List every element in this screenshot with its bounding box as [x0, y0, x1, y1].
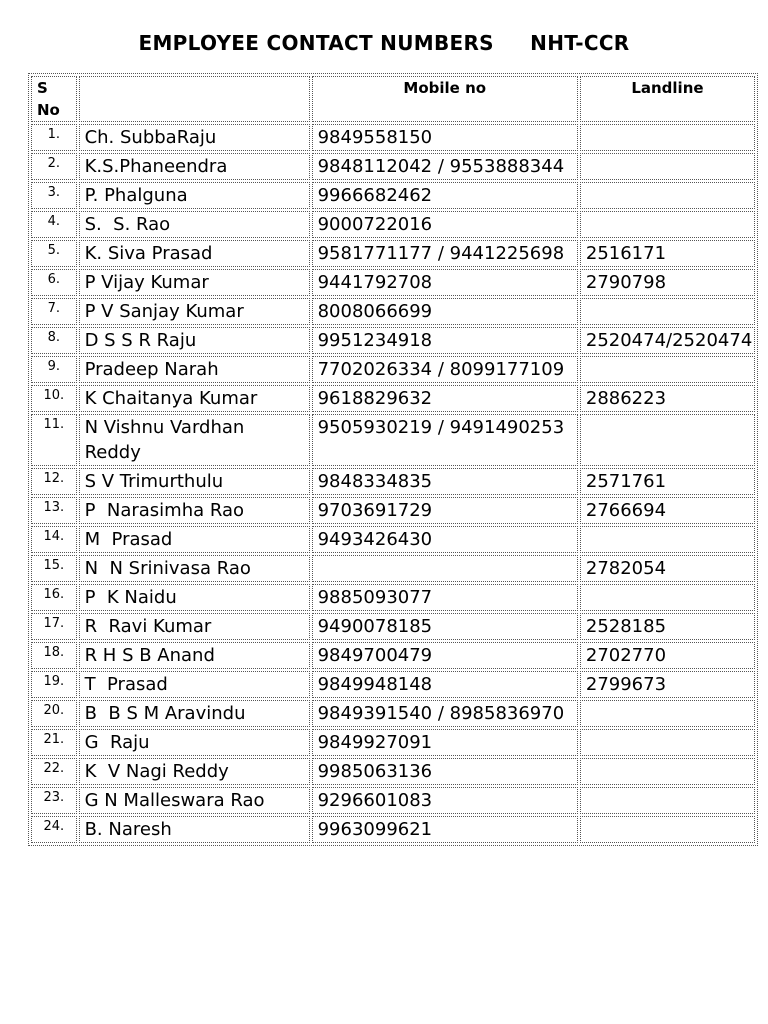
table-row: [31, 555, 755, 582]
table-row: [31, 211, 755, 238]
cell-name: K. Siva Prasad: [79, 240, 310, 267]
table-row: [31, 758, 755, 785]
cell-sno: 24.: [31, 816, 77, 843]
cell-landline: [580, 298, 755, 325]
cell-mobile: 9581771177 / 9441225698: [312, 240, 578, 267]
cell-sno: 2.: [31, 153, 77, 180]
cell-sno: 11.: [31, 414, 77, 466]
cell-landline: [580, 124, 755, 151]
table-row: [31, 613, 755, 640]
cell-mobile: 9985063136: [312, 758, 578, 785]
cell-mobile: 9490078185: [312, 613, 578, 640]
table-row: [31, 671, 755, 698]
cell-mobile: 9849700479: [312, 642, 578, 669]
cell-landline: 2516171: [580, 240, 755, 267]
cell-name: P Narasimha Rao: [79, 497, 310, 524]
cell-name: Ch. SubbaRaju: [79, 124, 310, 151]
cell-mobile: 9849391540 / 8985836970: [312, 700, 578, 727]
header-sno: S No: [31, 76, 77, 122]
cell-sno: 10.: [31, 385, 77, 412]
cell-name: K V Nagi Reddy: [79, 758, 310, 785]
cell-name: P K Naidu: [79, 584, 310, 611]
cell-name: M Prasad: [79, 526, 310, 553]
cell-landline: [580, 211, 755, 238]
table-row: [31, 497, 755, 524]
cell-name: G Raju: [79, 729, 310, 756]
cell-landline: [580, 526, 755, 553]
cell-mobile: 9618829632: [312, 385, 578, 412]
header-name: [79, 76, 310, 122]
table-row: [31, 124, 755, 151]
cell-mobile: 9885093077: [312, 584, 578, 611]
table-row: [31, 327, 755, 354]
cell-mobile: 9296601083: [312, 787, 578, 814]
table-row: [31, 729, 755, 756]
cell-sno: 15.: [31, 555, 77, 582]
cell-name: P Vijay Kumar: [79, 269, 310, 296]
cell-sno: 1.: [31, 124, 77, 151]
cell-name: R Ravi Kumar: [79, 613, 310, 640]
cell-mobile: 9951234918: [312, 327, 578, 354]
cell-landline: [580, 816, 755, 843]
cell-landline: [580, 414, 755, 466]
cell-mobile: [312, 555, 578, 582]
cell-sno: 5.: [31, 240, 77, 267]
table-row: [31, 414, 755, 466]
table-row: [31, 153, 755, 180]
cell-landline: [580, 758, 755, 785]
cell-sno: 3.: [31, 182, 77, 209]
cell-sno: 4.: [31, 211, 77, 238]
cell-mobile: 9848112042 / 9553888344: [312, 153, 578, 180]
cell-name: B. Naresh: [79, 816, 310, 843]
cell-landline: 2702770: [580, 642, 755, 669]
cell-landline: [580, 787, 755, 814]
table-row: [31, 182, 755, 209]
cell-landline: [580, 153, 755, 180]
cell-landline: [580, 356, 755, 383]
document-title: EMPLOYEE CONTACT NUMBERS NHT-CCR: [138, 31, 630, 55]
cell-landline: 2790798: [580, 269, 755, 296]
cell-sno: 23.: [31, 787, 77, 814]
cell-mobile: 9703691729: [312, 497, 578, 524]
table-row: [31, 269, 755, 296]
cell-landline: 2766694: [580, 497, 755, 524]
cell-mobile: 9493426430: [312, 526, 578, 553]
table-row: [31, 526, 755, 553]
cell-name: P. Phalguna: [79, 182, 310, 209]
cell-mobile: 9849948148: [312, 671, 578, 698]
header-mobile: Mobile no: [312, 76, 578, 122]
table-row: [31, 642, 755, 669]
cell-sno: 21.: [31, 729, 77, 756]
table-row: [31, 816, 755, 843]
cell-sno: 9.: [31, 356, 77, 383]
table-row: [31, 584, 755, 611]
table-row: [31, 700, 755, 727]
cell-sno: 8.: [31, 327, 77, 354]
table-row: [31, 356, 755, 383]
cell-sno: 7.: [31, 298, 77, 325]
cell-sno: 14.: [31, 526, 77, 553]
cell-mobile: 9966682462: [312, 182, 578, 209]
table-body: [31, 124, 755, 843]
cell-landline: [580, 584, 755, 611]
cell-mobile: 9000722016: [312, 211, 578, 238]
table-row: [31, 385, 755, 412]
cell-landline: 2782054: [580, 555, 755, 582]
cell-name: T Prasad: [79, 671, 310, 698]
cell-sno: 19.: [31, 671, 77, 698]
table-row: [31, 468, 755, 495]
cell-landline: 2520474/2520474: [580, 327, 755, 354]
cell-mobile: 7702026334 / 8099177109: [312, 356, 578, 383]
cell-landline: [580, 700, 755, 727]
cell-name: B B S M Aravindu: [79, 700, 310, 727]
cell-name: Pradeep Narah: [79, 356, 310, 383]
cell-landline: [580, 729, 755, 756]
cell-name: K.S.Phaneendra: [79, 153, 310, 180]
cell-sno: 12.: [31, 468, 77, 495]
cell-name: S. S. Rao: [79, 211, 310, 238]
cell-mobile: 9849927091: [312, 729, 578, 756]
table-header-row: [31, 76, 755, 122]
cell-sno: 22.: [31, 758, 77, 785]
cell-landline: [580, 182, 755, 209]
cell-sno: 17.: [31, 613, 77, 640]
cell-mobile: 9441792708: [312, 269, 578, 296]
header-landline: Landline: [580, 76, 755, 122]
cell-sno: 16.: [31, 584, 77, 611]
cell-name: S V Trimurthulu: [79, 468, 310, 495]
cell-mobile: 8008066699: [312, 298, 578, 325]
cell-name: N Vishnu Vardhan Reddy: [79, 414, 310, 466]
cell-name: D S S R Raju: [79, 327, 310, 354]
cell-sno: 13.: [31, 497, 77, 524]
table-row: [31, 240, 755, 267]
cell-name: R H S B Anand: [79, 642, 310, 669]
cell-name: P V Sanjay Kumar: [79, 298, 310, 325]
cell-name: N N Srinivasa Rao: [79, 555, 310, 582]
cell-mobile: 9848334835: [312, 468, 578, 495]
cell-landline: 2528185: [580, 613, 755, 640]
cell-landline: 2571761: [580, 468, 755, 495]
cell-sno: 20.: [31, 700, 77, 727]
table-row: [31, 787, 755, 814]
contact-table: [28, 73, 758, 846]
cell-landline: 2886223: [580, 385, 755, 412]
cell-landline: 2799673: [580, 671, 755, 698]
cell-mobile: 9963099621: [312, 816, 578, 843]
cell-mobile: 9505930219 / 9491490253: [312, 414, 578, 466]
cell-sno: 18.: [31, 642, 77, 669]
cell-mobile: 9849558150: [312, 124, 578, 151]
cell-name: K Chaitanya Kumar: [79, 385, 310, 412]
cell-sno: 6.: [31, 269, 77, 296]
table-row: [31, 298, 755, 325]
cell-name: G N Malleswara Rao: [79, 787, 310, 814]
